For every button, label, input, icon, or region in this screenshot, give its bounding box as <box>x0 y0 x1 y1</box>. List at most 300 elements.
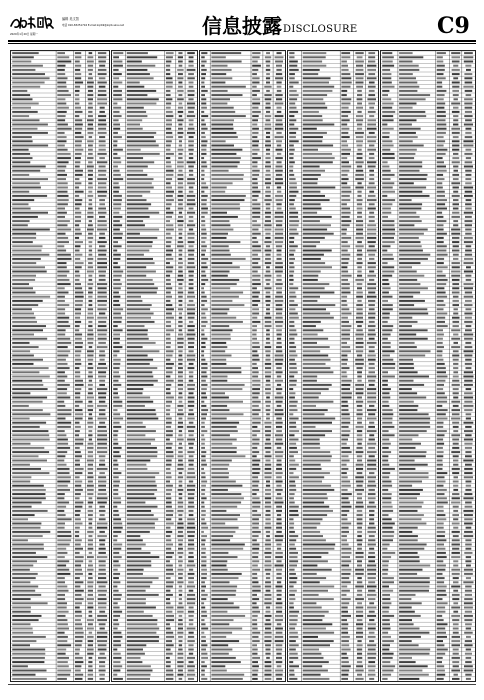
cell-text <box>437 208 447 210</box>
cell-text <box>266 439 271 441</box>
cell-text <box>451 338 460 340</box>
cell-text <box>201 443 205 445</box>
cell-text <box>99 245 105 247</box>
cell-text <box>179 472 183 474</box>
cell-text <box>341 359 347 361</box>
cell-text <box>453 430 458 432</box>
cell-text <box>12 334 34 336</box>
cell-text <box>252 476 258 478</box>
cell-text <box>211 392 225 394</box>
cell-text <box>211 384 244 386</box>
cell-text <box>57 577 65 579</box>
cell-text <box>303 636 318 638</box>
cell-text <box>289 523 294 525</box>
cell-text <box>303 392 321 394</box>
cell-text <box>399 657 412 659</box>
cell-text <box>356 556 364 558</box>
cell-text <box>357 283 363 285</box>
cell-text <box>357 439 363 441</box>
cell-text <box>252 464 259 466</box>
cell-text <box>266 203 271 205</box>
cell-text <box>178 170 182 172</box>
cell-text <box>399 548 424 550</box>
cell-text <box>88 149 93 151</box>
cell-text <box>166 670 173 672</box>
cell-text <box>89 560 93 562</box>
cell-text <box>252 380 260 382</box>
cell-text <box>453 464 458 466</box>
cell-text <box>368 497 376 499</box>
cell-text <box>177 245 184 247</box>
cell-text <box>464 283 474 285</box>
cell-text <box>452 468 460 470</box>
cell-text <box>341 674 348 676</box>
cell-text <box>303 178 318 180</box>
cell-text <box>466 628 471 630</box>
cell-text <box>57 355 68 357</box>
cell-text <box>75 359 81 361</box>
cell-text <box>252 300 260 302</box>
cell-text <box>98 418 107 420</box>
cell-text <box>276 82 281 84</box>
cell-text <box>252 443 259 445</box>
cell-text <box>75 581 84 583</box>
cell-text <box>275 296 283 298</box>
cell-text <box>399 527 418 529</box>
cell-text <box>452 283 459 285</box>
cell-text <box>12 481 30 483</box>
cell-text <box>369 611 375 613</box>
cell-text <box>368 447 375 449</box>
cell-text <box>303 115 323 117</box>
cell-text <box>369 153 374 155</box>
cell-text <box>127 90 156 92</box>
cell-text <box>275 451 283 453</box>
cell-text <box>382 594 390 596</box>
cell-text <box>252 565 258 567</box>
cell-text <box>57 224 67 226</box>
cell-text <box>289 136 296 138</box>
cell-text <box>113 590 118 592</box>
cell-text <box>382 628 390 630</box>
cell-text <box>211 266 239 268</box>
cell-text <box>100 359 105 361</box>
cell-text <box>12 128 37 130</box>
cell-text <box>265 443 271 445</box>
cell-text <box>466 678 471 680</box>
cell-text <box>266 82 270 84</box>
cell-text <box>201 581 205 583</box>
cell-text <box>368 598 375 600</box>
cell-text <box>166 602 171 604</box>
cell-text <box>211 426 236 428</box>
cell-text <box>57 94 71 96</box>
cell-text <box>265 254 270 256</box>
cell-text <box>57 493 65 495</box>
cell-text <box>465 594 472 596</box>
cell-text <box>211 409 229 411</box>
cell-text <box>211 590 236 592</box>
cell-text <box>57 518 71 520</box>
cell-text <box>357 325 362 327</box>
cell-text <box>369 548 374 550</box>
cell-text <box>99 422 105 424</box>
cell-text <box>127 321 155 323</box>
cell-text <box>89 220 92 222</box>
cell-text <box>341 90 347 92</box>
cell-text <box>201 569 207 571</box>
cell-text <box>113 98 122 100</box>
cell-text <box>89 506 93 508</box>
cell-text <box>399 359 413 361</box>
cell-text <box>453 611 458 613</box>
cell-text <box>399 586 429 588</box>
cell-text <box>289 392 295 394</box>
cell-text <box>437 523 444 525</box>
cell-text <box>369 245 375 247</box>
cell-text <box>178 132 184 134</box>
cell-text <box>99 380 105 382</box>
cell-text <box>201 157 204 159</box>
cell-text <box>367 573 376 575</box>
cell-text <box>355 670 363 672</box>
cell-text <box>166 380 174 382</box>
cell-text <box>463 510 473 512</box>
cell-text <box>57 640 67 642</box>
cell-text <box>303 69 320 71</box>
cell-text <box>452 61 460 63</box>
cell-text <box>356 388 364 390</box>
cell-text <box>189 455 194 457</box>
cell-text <box>289 140 299 142</box>
cell-text <box>57 321 68 323</box>
cell-text <box>451 586 460 588</box>
cell-text <box>99 586 106 588</box>
cell-text <box>57 413 71 415</box>
cell-text <box>276 174 282 176</box>
cell-text <box>211 565 226 567</box>
cell-text <box>188 615 193 617</box>
cell-text <box>88 434 92 436</box>
cell-text <box>201 623 205 625</box>
cell-text <box>252 170 260 172</box>
cell-text <box>303 472 330 474</box>
cell-text <box>57 292 68 294</box>
cell-text <box>266 405 270 407</box>
cell-text <box>178 531 183 533</box>
cell-text <box>252 539 257 541</box>
cell-text <box>75 86 80 88</box>
cell-text <box>368 52 375 54</box>
cell-text <box>382 145 393 147</box>
cell-text <box>464 607 473 609</box>
cell-text <box>357 581 362 583</box>
cell-text <box>178 208 184 210</box>
cell-text <box>437 502 448 504</box>
cell-text <box>289 514 299 516</box>
cell-text <box>188 145 193 147</box>
cell-text <box>88 262 93 264</box>
cell-text <box>266 510 271 512</box>
cell-text <box>201 208 208 210</box>
cell-text <box>127 607 156 609</box>
cell-text <box>177 342 183 344</box>
cell-text <box>189 392 194 394</box>
cell-text <box>187 308 195 310</box>
cell-text <box>75 166 80 168</box>
cell-text <box>12 166 46 168</box>
cell-text <box>211 623 229 625</box>
cell-text <box>166 644 174 646</box>
cell-text <box>166 128 171 130</box>
cell-text <box>166 191 174 193</box>
cell-text <box>211 611 227 613</box>
cell-text <box>341 384 350 386</box>
cell-text <box>201 216 205 218</box>
cell-text <box>12 195 47 197</box>
cell-text <box>127 590 146 592</box>
cell-text <box>12 560 37 562</box>
cell-text <box>276 678 282 680</box>
cell-text <box>437 371 446 373</box>
cell-text <box>89 245 92 247</box>
cell-text <box>201 602 204 604</box>
cell-text <box>75 254 83 256</box>
cell-text <box>382 245 390 247</box>
cell-text <box>437 392 445 394</box>
cell-text <box>464 439 473 441</box>
cell-text <box>57 73 65 75</box>
cell-text <box>12 623 30 625</box>
cell-text <box>99 111 105 113</box>
cell-text <box>453 560 458 562</box>
cell-text <box>289 187 297 189</box>
cell-text <box>382 313 390 315</box>
cell-text <box>357 548 362 550</box>
cell-text <box>178 426 184 428</box>
cell-text <box>88 107 93 109</box>
cell-text <box>97 98 107 100</box>
cell-text <box>89 241 93 243</box>
cell-text <box>341 447 350 449</box>
cell-text <box>211 510 226 512</box>
cell-text <box>276 279 281 281</box>
cell-text <box>211 523 225 525</box>
cell-text <box>166 216 172 218</box>
cell-text <box>277 594 282 596</box>
cell-text <box>12 65 43 67</box>
cell-text <box>75 94 79 96</box>
cell-text <box>341 115 348 117</box>
cell-text <box>382 443 391 445</box>
cell-text <box>382 607 389 609</box>
cell-text <box>382 266 394 268</box>
cell-text <box>211 208 240 210</box>
cell-text <box>113 229 120 231</box>
cell-text <box>437 149 448 151</box>
cell-text <box>382 397 390 399</box>
cell-text <box>266 170 270 172</box>
cell-text <box>166 674 174 676</box>
cell-text <box>201 334 204 336</box>
cell-text <box>453 350 459 352</box>
cell-text <box>179 481 183 483</box>
cell-text <box>113 573 120 575</box>
cell-text <box>201 107 207 109</box>
cell-text <box>211 586 237 588</box>
cell-text <box>275 380 283 382</box>
cell-text <box>265 371 272 373</box>
cell-text <box>166 455 174 457</box>
cell-text <box>75 250 80 252</box>
cell-text <box>277 254 282 256</box>
cell-text <box>166 250 173 252</box>
cell-text <box>97 317 107 319</box>
cell-text <box>177 510 183 512</box>
cell-text <box>266 481 270 483</box>
cell-text <box>399 266 412 268</box>
cell-text <box>211 98 230 100</box>
cell-text <box>166 245 171 247</box>
cell-text <box>188 502 194 504</box>
cell-text <box>211 73 226 75</box>
cell-text <box>201 241 205 243</box>
cell-text <box>179 233 183 235</box>
cell-text <box>303 334 318 336</box>
cell-text <box>75 275 80 277</box>
cell-text <box>201 304 204 306</box>
cell-text <box>303 203 321 205</box>
cell-text <box>166 98 173 100</box>
cell-text <box>303 556 322 558</box>
cell-text <box>276 674 283 676</box>
cell-text <box>265 216 271 218</box>
cell-text <box>453 527 458 529</box>
cell-text <box>166 636 174 638</box>
cell-text <box>367 506 376 508</box>
cell-text <box>87 82 94 84</box>
cell-text <box>75 434 79 436</box>
cell-text <box>252 401 261 403</box>
cell-text <box>211 397 229 399</box>
cell-text <box>465 300 472 302</box>
cell-text <box>275 556 283 558</box>
cell-text <box>341 178 348 180</box>
cell-text <box>277 52 282 54</box>
cell-text <box>368 254 375 256</box>
cell-text <box>367 418 377 420</box>
cell-text <box>266 292 271 294</box>
cell-text <box>188 460 194 462</box>
cell-text <box>277 405 282 407</box>
cell-text <box>252 388 260 390</box>
cell-text <box>399 472 428 474</box>
cell-text <box>75 598 84 600</box>
cell-text <box>211 300 232 302</box>
cell-text <box>97 388 107 390</box>
cell-text <box>166 678 174 680</box>
cell-text <box>437 308 444 310</box>
cell-text <box>113 279 120 281</box>
cell-text <box>252 661 258 663</box>
cell-text <box>367 460 376 462</box>
cell-text <box>303 187 336 189</box>
cell-text <box>303 233 334 235</box>
cell-text <box>369 518 374 520</box>
cell-text <box>113 258 120 260</box>
cell-text <box>57 573 70 575</box>
cell-text <box>289 531 295 533</box>
cell-text <box>127 409 156 411</box>
cell-text <box>75 510 81 512</box>
cell-text <box>252 250 261 252</box>
cell-text <box>369 107 374 109</box>
cell-text <box>465 346 473 348</box>
cell-text <box>357 447 363 449</box>
cell-text <box>303 363 326 365</box>
cell-text <box>368 61 375 63</box>
cell-text <box>97 262 107 264</box>
cell-text <box>177 405 183 407</box>
cell-text <box>369 502 375 504</box>
cell-text <box>454 170 459 172</box>
cell-text <box>275 283 282 285</box>
cell-text <box>289 170 293 172</box>
cell-text <box>465 111 472 113</box>
cell-text <box>382 195 387 197</box>
cell-text <box>341 661 349 663</box>
cell-text <box>113 191 119 193</box>
cell-text <box>252 342 259 344</box>
cell-text <box>437 397 447 399</box>
cell-text <box>289 405 297 407</box>
cell-text <box>89 615 93 617</box>
cell-text <box>201 296 206 298</box>
cell-text <box>341 367 349 369</box>
cell-text <box>437 317 446 319</box>
cell-text <box>201 191 204 193</box>
cell-text <box>88 191 92 193</box>
cell-text <box>113 367 119 369</box>
cell-text <box>367 77 377 79</box>
cell-text <box>382 296 392 298</box>
cell-text <box>367 409 376 411</box>
cell-text <box>357 565 362 567</box>
cell-text <box>276 275 281 277</box>
cell-text <box>277 514 281 516</box>
cell-text <box>252 363 257 365</box>
cell-text <box>75 451 81 453</box>
cell-text <box>303 577 326 579</box>
cell-text <box>265 430 271 432</box>
cell-text <box>399 149 417 151</box>
cell-text <box>252 203 260 205</box>
cell-text <box>201 439 205 441</box>
cell-text <box>399 539 418 541</box>
cell-text <box>12 598 30 600</box>
cell-text <box>179 237 183 239</box>
cell-text <box>188 388 195 390</box>
cell-text <box>187 90 194 92</box>
cell-text <box>367 69 376 71</box>
cell-text <box>437 203 445 205</box>
cell-text <box>266 397 270 399</box>
cell-text <box>453 371 458 373</box>
cell-text <box>88 468 94 470</box>
cell-text <box>252 569 260 571</box>
cell-text <box>252 649 258 651</box>
cell-text <box>357 619 363 621</box>
